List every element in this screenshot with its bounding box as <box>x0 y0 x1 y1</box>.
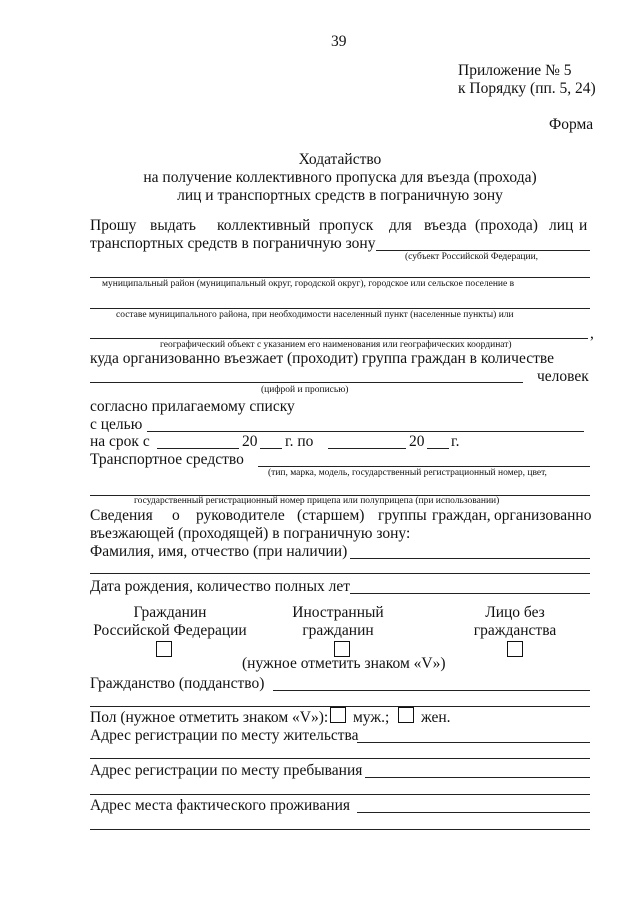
stay-address-label: Адрес регистрации по месту пребывания <box>90 762 363 779</box>
leader-line-2: въезжающей (проходящей) в пограничную зону: <box>90 525 411 542</box>
municipal-field-line[interactable] <box>90 277 590 278</box>
term-year-2: 20 <box>409 433 425 450</box>
request-word: лиц <box>549 217 574 234</box>
stay-address-field-line[interactable] <box>365 777 590 778</box>
mark-note: (нужное отметить знаком «V») <box>242 655 446 672</box>
actual-address-label: Адрес места фактического проживания <box>90 797 350 814</box>
caption-geo: географический объект с указанием его наименования или географических координат) <box>160 340 512 350</box>
option-stateless-line-1: Лицо без <box>485 604 545 621</box>
term-prefix: на срок с <box>90 433 150 450</box>
russian-citizen-checkbox[interactable] <box>156 641 172 657</box>
term-year-2-field-line[interactable] <box>427 448 449 449</box>
actual-address-field-line[interactable] <box>357 812 590 813</box>
list-reference: согласно прилагаемому списку <box>90 398 295 415</box>
residence-address-label: Адрес регистрации по месту жительства <box>90 727 359 744</box>
subject-field-line[interactable] <box>376 250 590 251</box>
request-line-2: транспортных средств в пограничную зону <box>90 235 376 252</box>
actual-address-field-line-2[interactable] <box>90 829 590 830</box>
leader-word: группы <box>378 507 427 524</box>
request-word: (прохода) <box>475 217 538 234</box>
caption-trailer: государственный регистрационный номер прицепа или полуприцепа (при использовании) <box>134 496 500 506</box>
vehicle-field-line[interactable] <box>258 466 590 467</box>
page-number: 39 <box>331 33 347 50</box>
leader-word: руководителе <box>196 507 285 524</box>
term-from-field-line[interactable] <box>157 448 239 449</box>
purpose-field-line[interactable] <box>147 431 584 432</box>
stateless-checkbox[interactable] <box>507 641 523 657</box>
option-foreign-line-1: Иностранный <box>292 604 384 621</box>
citizenship-field-line[interactable] <box>273 690 590 691</box>
appendix-number: Приложение № 5 <box>458 62 572 79</box>
request-word: для <box>389 217 412 234</box>
appendix-reference: к Порядку (пп. 5, 24) <box>458 80 596 97</box>
title-line-1: Ходатайство <box>298 151 382 168</box>
residence-address-field-line[interactable] <box>357 742 590 743</box>
form-label: Форма <box>549 116 594 133</box>
fio-field-line-2[interactable] <box>90 573 590 574</box>
residence-address-field-line-2[interactable] <box>90 758 590 759</box>
vehicle-label: Транспортное средство <box>90 451 244 468</box>
term-to-field-line[interactable] <box>328 448 406 449</box>
term-year-1-field-line[interactable] <box>260 448 282 449</box>
composition-field-line[interactable] <box>90 308 590 309</box>
sex-female-label: жен. <box>421 709 451 726</box>
leader-word: (старшем) <box>297 507 365 524</box>
leader-word: Сведения <box>90 507 153 524</box>
caption-municipal: муниципальный район (муниципальный округ, городской округ), городское или сельское поселение в <box>102 279 515 289</box>
option-russian-line-1: Гражданин <box>133 604 207 621</box>
option-russian-line-2: Российской Федерации <box>93 622 247 639</box>
comma: , <box>590 325 594 342</box>
sex-male-label: муж.; <box>353 709 390 726</box>
title-line-2: на получение коллективного пропуска для въезда (прохода) <box>143 169 537 186</box>
request-word: выдать <box>150 217 196 234</box>
sex-male-checkbox[interactable] <box>330 707 346 723</box>
term-year-1: 20 <box>242 433 258 450</box>
geo-field-line[interactable] <box>90 338 588 339</box>
request-word: Прошу <box>90 217 137 234</box>
caption-vehicle-type: (тип, марка, модель, государственный регистрационный номер, цвет, <box>268 468 547 478</box>
request-word: и <box>579 217 588 234</box>
persons-label: человек <box>537 368 589 385</box>
sex-female-checkbox[interactable] <box>398 707 414 723</box>
birth-field-line[interactable] <box>350 593 590 594</box>
title-line-3: лиц и транспортных средств в пограничную зону <box>177 187 503 204</box>
caption-subject: (субъект Российской Федерации, <box>405 252 539 262</box>
fio-field-line[interactable] <box>350 558 590 559</box>
caption-composition: составе муниципального района, при необходимости населенный пункт (населенные пункты) или <box>116 310 514 320</box>
entry-group-text: куда организованно въезжает (проходит) группа граждан в количестве <box>90 350 555 367</box>
term-to-label: г. по <box>285 433 314 450</box>
request-word: въезда <box>424 217 467 234</box>
option-stateless-line-2: гражданства <box>473 622 557 639</box>
request-word: коллективный <box>217 217 311 234</box>
leader-word: о <box>172 507 180 524</box>
fio-label: Фамилия, имя, отчество (при наличии) <box>90 543 348 560</box>
leader-word: организованно <box>494 507 592 524</box>
request-word: пропуск <box>319 217 374 234</box>
citizenship-label: Гражданство (подданство) <box>90 675 265 692</box>
stay-address-field-line-2[interactable] <box>90 794 590 795</box>
count-field-line[interactable] <box>90 382 523 383</box>
birth-label: Дата рождения, количество полных лет <box>90 578 350 595</box>
caption-digits: (цифрой и прописью) <box>261 385 349 395</box>
purpose-label: с целью <box>90 416 143 433</box>
option-foreign-line-2: гражданин <box>302 622 374 639</box>
sex-label: Пол (нужное отметить знаком «V»): <box>90 709 329 726</box>
term-suffix: г. <box>451 433 460 450</box>
leader-word: граждан, <box>432 507 491 524</box>
